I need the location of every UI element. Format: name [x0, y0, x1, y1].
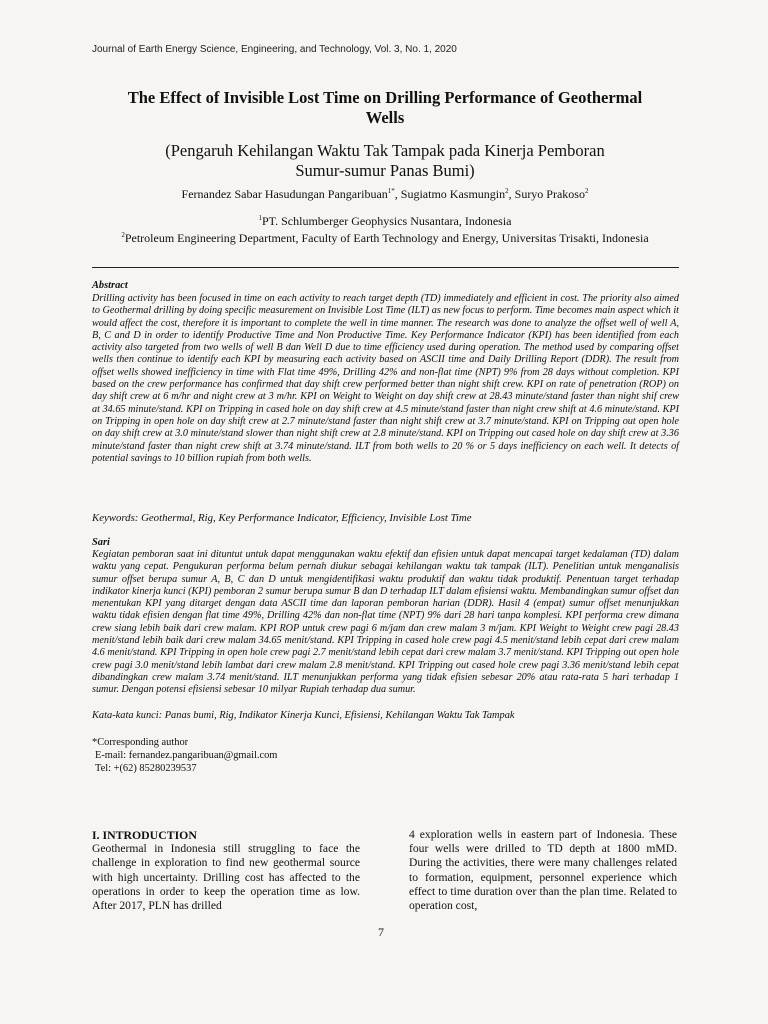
affiliation-1-mark: 1: [258, 214, 262, 222]
paper-subtitle: [100, 141, 670, 181]
title-line-2: Wells: [365, 108, 405, 127]
title-line-1: The Effect of Invisible Lost Time on Drilling Performance of Geothermal: [127, 88, 643, 107]
abstract-text: Drilling activity has been focused in time on each activity to reach target depth (TD) immediately and efficient in cost. The priority also aimed to Geothermal drilling by doing specific measurement on Invisible Lost Time (ILT) as new focus to perform. Time becomes main aspect which it would affect the cost, therefore it is important to complete the well in time manner. The research was done to analyze the offset well of well A, B, C and D in order to identify Productive Time and Non Productive Time. Key Performance Indicator (KPI) has been identified from each activity also targeted from two wells of well B dan Well D due to time efficiency used during operation. The method used by comparing offset wells then continue to identify each KPI by measuring each activity based on ASCII time and Daily Drilling Report (DDR). The result from offset wells showed inefficiency in time with Flat time 49%, Drilling 42% and non-flat time (NPT) 9% from 28 days without completion. KPI based on the crew performance has confirmed that day shift crew performed better than night shift crew. KPI on rate of penetration (ROP) on day shift crew at 6 m/hr and night crew at 3 m/hr. KPI on Weight to Weight on day shift crew at 28.43 minute/stand faster than night shif crew at 34.65 minute/stand. KPI on Tripping in cased hole on day shift crew at 4.5 minute/stand faster than night crew shift at 4.6 minute/stand. KPI on Tripping in open hole on day shift crew at 2.7 minute/stand faster than night shift crew at 3.7 minute/stand. KPI on Tripping out open hole on day shift crew at 3.0 minute/stand slower than night shift crew at 2.8 minute/stand. KPI on Tripping out cased hole on day shift crew at 3.36 minute/stand faster than night crew shift at 3.74 minute/stand. ILT from both wells to 20 % or 5 days inefficiency on each well. It detects of potential savings to 10 billion rupiah from both wells.: [92, 293, 679, 464]
author-3: , Suryo Prakoso: [508, 187, 585, 201]
affiliation-1-text: PT. Schlumberger Geophysics Nusantara, Indonesia: [262, 214, 512, 228]
author-2: , Sugiatmo Kasmungin: [394, 187, 506, 201]
author-3-affil: 2: [584, 187, 589, 195]
author-email: E-mail: fernandez.pangaribuan@gmail.com: [95, 750, 278, 761]
kata-kunci: Kata-kata kunci: Panas bumi, Rig, Indikator Kinerja Kunci, Efisiensi, Kehilangan Waktu Tak Tampak: [92, 710, 515, 721]
affiliation-2-text: Petroleum Engineering Department, Faculty of Earth Technology and Energy, Universitas Trisakti, Indonesia: [124, 231, 649, 245]
intro-column-left: [92, 828, 360, 913]
intro-left-text: Geothermal in Indonesia still struggling to face the challenge in exploration to find new geothermal source with high uncertainty. Drilling cost has affected to the operations in order to keep the operation time as low. After 2017, PLN has drilled: [92, 842, 360, 913]
corresponding-author: [92, 736, 392, 775]
author-2-affil: 2: [505, 187, 509, 195]
journal-header: Journal of Earth Energy Science, Engineering, and Technology, Vol. 3, No. 1, 2020: [92, 44, 457, 55]
corresponding-author-label: *Corresponding author: [92, 737, 189, 748]
affiliation-2-mark: 2: [121, 231, 125, 239]
intro-right-text: 4 exploration wells in eastern part of Indonesia. These four wells were drilled to TD depth at 1800 mMD. During the activities, there were many challenges related to formation, equipment, personnel experience which effect to time duration over than the plan time. Related to operation cost,: [409, 828, 677, 913]
abstract-heading: Abstract: [92, 280, 128, 291]
sari-heading: Sari: [92, 537, 110, 548]
affiliation-1: [80, 214, 690, 229]
keywords: Keywords: Geothermal, Rig, Key Performance Indicator, Efficiency, Invisible Lost Time: [92, 512, 472, 524]
subtitle-line-2: Sumur-sumur Panas Bumi): [295, 161, 475, 180]
author-1-affil: 1*: [387, 187, 395, 195]
intro-column-right: [409, 828, 677, 913]
page-number: 7: [378, 925, 384, 939]
sari-text: Kegiatan pemboran saat ini dituntut untuk dapat menggunakan waktu efektif dan efisien untuk dapat mencapai target kedalaman (TD) dalam waktu yang cepat. Pengukuran performa belum pernah diukur sebagai kehilangan waktu tak tampak (ILT). Penelitian untuk menganalisis sumur offset berupa sumur A, B, C dan D untuk mengidentifikasi waktu produktif dan waktu tidak produktif. Penentuan target terhadap indikator kinerja kunci (KPI) pemboran 2 sumur berupa sumur B dan D terhadap ILT dalam efisiensi waktu. Membandingkan sumur offset dan menentukan KPI yang ditarget dengan data ASCII time dan laporan pemboran harian (DDR). Hasil 4 (empat) sumur offset menunjukkan waktu tidak efisien dengan flat time 49%, Drilling 42% dan non-flat time (NPT) 9% dari 28 hari tanpa komplesi. KPI performa crew dimana crew siang lebih baik dari crew malam. KPI ROP untuk crew pagi 6 m/jam dan crew malam 3 m/jam. KPI Weight to Weight crew pagi 28.43 menit/stand lebih baik dari crew malam 34.65 menit/stand. KPI Tripping in cased hole crew pagi 4.5 menit/stand lebih cepat dari crew malam 4.6 menit/stand. KPI Tripping in open hole crew pagi 2.7 menit/stand lebih cepat dari crew malam 3.7 menit/stand. KPI Tripping out open hole crew pagi 3.0 menit/stand lebih lambat dari crew malam 2.8 menit/stand. KPI Tripping out cased hole crew pagi 3.36 menit/stand lebih cepat dibandingkan crew malam 3.74 menit/stand. ILT menunjukkan performa yang tidak efisien sebesar 20% atau rata-rata 5 hari terhadap 1 sumur. Dengan potensi efisiensi sebesar 10 milyar Rupiah terhadap dua sumur.: [92, 549, 679, 696]
author-1: Fernandez Sabar Hasudungan Pangaribuan: [181, 187, 388, 201]
subtitle-line-1: (Pengaruh Kehilangan Waktu Tak Tampak pada Kinerja Pemboran: [165, 141, 605, 160]
author-phone: Tel: +(62) 85280239537: [95, 763, 197, 774]
author-list: [90, 187, 680, 202]
section-divider: [92, 267, 679, 268]
intro-heading: I. INTRODUCTION: [92, 828, 197, 842]
paper-title: [90, 88, 680, 128]
affiliation-2: [80, 231, 690, 246]
